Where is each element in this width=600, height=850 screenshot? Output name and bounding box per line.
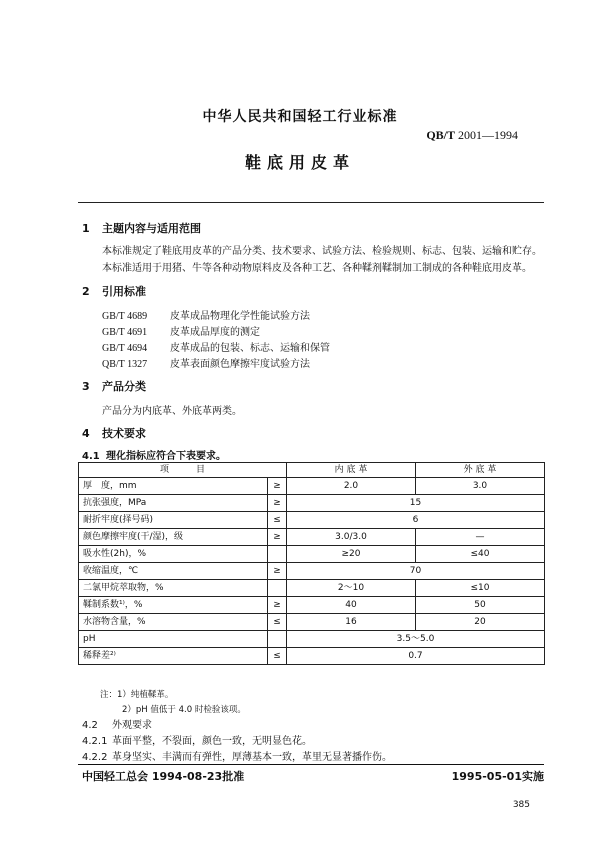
reference-item: GB/T 4689 皮革成品物理化学性能试验方法: [102, 311, 310, 322]
row-outer-value: —: [416, 529, 545, 546]
row-merged-value: 3.5～5.0: [287, 631, 545, 648]
row-item: pH: [79, 631, 268, 648]
row-operator: [268, 631, 287, 648]
section-4-heading: 4 技术要求: [82, 427, 146, 440]
table-row: [79, 580, 545, 597]
code-number: 2001—1994: [458, 128, 518, 142]
document-title: 鞋底用皮革: [244, 153, 355, 172]
row-operator: ≤: [268, 614, 287, 631]
table-row: [79, 597, 545, 614]
row-item: 颜色摩擦牢度(干/湿)，级: [79, 529, 268, 546]
section-3-heading: 3 产品分类: [82, 380, 146, 393]
table-row: [79, 614, 545, 631]
table-row: [79, 648, 545, 665]
reference-item: GB/T 4694 皮革成品的包装、标志、运输和保管: [102, 343, 330, 354]
row-operator: ≤: [268, 648, 287, 665]
table-row: [79, 631, 545, 648]
row-inner-value: ≥20: [287, 546, 416, 563]
effective-date: 1995-05-01实施: [451, 770, 544, 783]
row-merged-value: 15: [287, 495, 545, 512]
footer-divider: [78, 764, 544, 765]
section-4-2-2: 4.2.2 革身坚实、丰满而有弹性，厚薄基本一致，革里无显著播作伤。: [82, 752, 392, 763]
standard-code: [426, 128, 518, 143]
row-outer-value: ≤10: [416, 580, 545, 597]
row-item: 鞣制系数¹⁾，%: [79, 597, 268, 614]
table-note-2: 2）pH 值低于 4.0 时检验该项。: [122, 705, 246, 715]
table-row: [79, 478, 545, 495]
row-operator: ≥: [268, 529, 287, 546]
issuing-organization: 中华人民共和国轻工行业标准: [202, 109, 398, 125]
section-4-1-heading: 4.1 理化指标应符合下表要求。: [82, 451, 226, 462]
page-number: 385: [512, 800, 530, 810]
header-inner-sole: 内 底 革: [287, 463, 416, 478]
row-inner-value: 2.0: [287, 478, 416, 495]
row-item: 厚 度，mm: [79, 478, 268, 495]
row-merged-value: 6: [287, 512, 545, 529]
row-item: 吸水性(2h)，%: [79, 546, 268, 563]
table-note-1: 注：1）纯植鞣革。: [100, 690, 174, 700]
table-row: [79, 563, 545, 580]
header-outer-sole: 外 底 革: [416, 463, 545, 478]
row-item: 稀释差²⁾: [79, 648, 268, 665]
approval-line: 中国轻工总会 1994-08-23批准: [82, 770, 245, 783]
reference-item: GB/T 4691 皮革成品厚度的测定: [102, 327, 260, 338]
row-item: 耐折牢度(择号码): [79, 512, 268, 529]
reference-item: QB/T 1327 皮革表面颜色摩擦牢度试验方法: [102, 359, 310, 370]
section-1-para-1: 本标准规定了鞋底用皮革的产品分类、技术要求、试验方法、检验规则、标志、包装、运输和贮存。: [102, 246, 542, 257]
row-outer-value: ≤40: [416, 546, 545, 563]
physical-chemical-spec-table: [78, 462, 545, 665]
row-item: 抗张强度，MPa: [79, 495, 268, 512]
section-4-2-1: 4.2.1 革面平整，不裂面，颜色一致，无明显色花。: [82, 736, 312, 747]
section-3-para: 产品分为内底革、外底革两类。: [102, 406, 242, 417]
code-prefix: QB/T: [426, 128, 455, 142]
row-operator: [268, 580, 287, 597]
row-operator: ≤: [268, 512, 287, 529]
section-2-heading: 2 引用标准: [82, 285, 146, 298]
header-item: 项 目: [79, 463, 287, 478]
row-operator: ≥: [268, 495, 287, 512]
section-1-para-2: 本标准适用于用猪、牛等各种动物原料皮及各种工艺、各种鞣剂鞣制加工制成的各种鞋底用皮革。: [102, 263, 532, 274]
table-row: [79, 529, 545, 546]
table-row: [79, 546, 545, 563]
row-inner-value: 16: [287, 614, 416, 631]
row-outer-value: 3.0: [416, 478, 545, 495]
section-1-heading: 1 主题内容与适用范围: [82, 222, 201, 235]
row-item: 收缩温度，℃: [79, 563, 268, 580]
row-merged-value: 0.7: [287, 648, 545, 665]
row-inner-value: 40: [287, 597, 416, 614]
section-4-2-heading: 4.2 外观要求: [82, 720, 152, 731]
row-outer-value: 20: [416, 614, 545, 631]
row-inner-value: 2～10: [287, 580, 416, 597]
row-merged-value: 70: [287, 563, 545, 580]
table-row: [79, 495, 545, 512]
row-item: 二氯甲烷萃取物，%: [79, 580, 268, 597]
row-operator: ≥: [268, 478, 287, 495]
row-operator: ≥: [268, 563, 287, 580]
row-operator: [268, 546, 287, 563]
row-item: 水溶物含量，%: [79, 614, 268, 631]
row-outer-value: 50: [416, 597, 545, 614]
row-inner-value: 3.0/3.0: [287, 529, 416, 546]
header-divider: [78, 202, 544, 203]
table-row: [79, 512, 545, 529]
row-operator: ≥: [268, 597, 287, 614]
